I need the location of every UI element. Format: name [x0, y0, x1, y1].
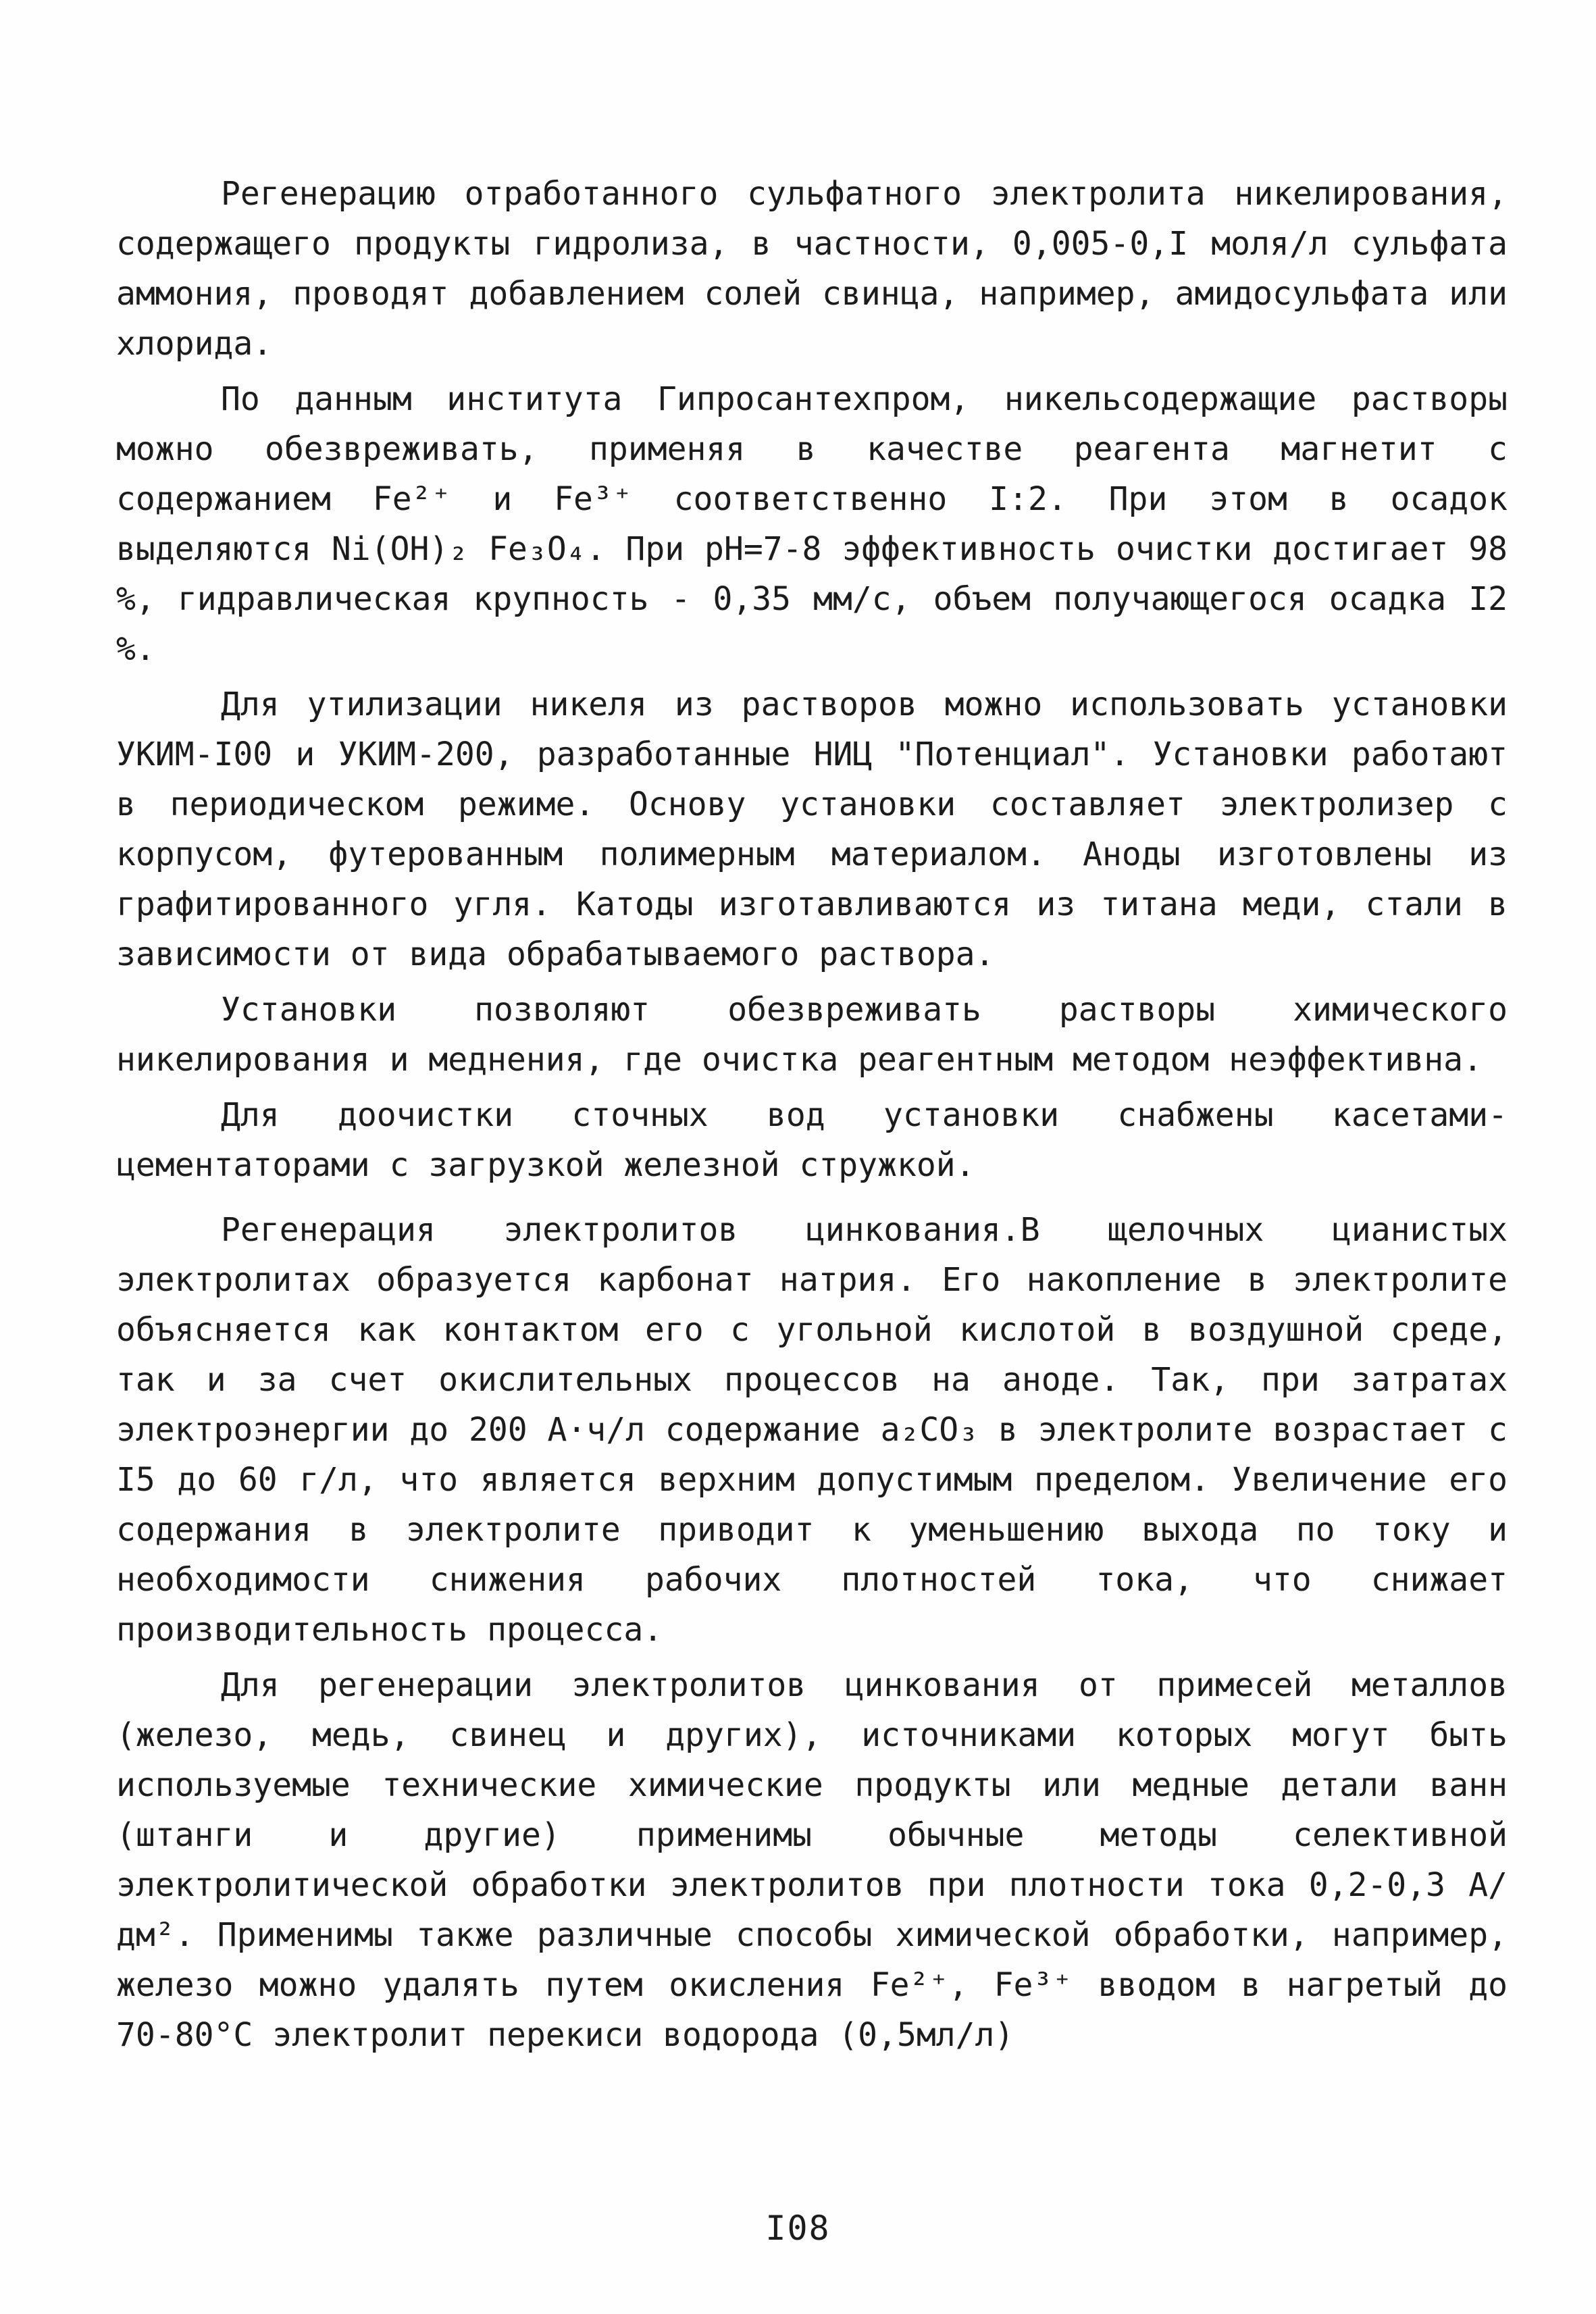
paragraph-ukim-installations: Для утилизации никеля из растворов можно использовать установки УКИМ-I00 и УКИМ-200, разработанные НИЦ "Потенциал". Установки работают в периодическом режиме. Основу установки составляет электролизер с корпусом, футерованным полимерным материалом. Аноды изготовлены из графитированного угля. Катоды изготавливаются из титана меди, стали в зависимости от вида обрабатываемого раствора.	[116, 686, 1508, 973]
paragraph-installations-usage: Установки позволяют обезвреживать растворы химического никелирования и меднения, где очистка реагентным методом неэффективна.	[116, 991, 1508, 1079]
paragraph-post-treatment: Для доочистки сточных вод установки снабжены касетами-цементаторами с загрузкой железной стружкой.	[116, 1096, 1508, 1184]
body-text	[116, 169, 1508, 2060]
paragraph-metal-impurities: Для регенерации электролитов цинкования от примесей металлов (железо, медь, свинец и других), источниками которых могут быть используемые технические химические продукты или медные детали ванн (штанги и другие) применимы обычные методы селективной электролитической обработки электролитов при плотности тока 0,2-0,3 А/дм². Применимы также различные способы химической обработки, например, железо можно удалять путем окисления Fe²⁺, Fe³⁺ вводом в нагретый до 70-80°С электролит перекиси водорода (0,5мл/л)	[116, 1666, 1508, 2054]
paragraph-giprosantekhprom: По данным института Гипросантехпром, никельсодержащие растворы можно обезвреживать, применяя в качестве реагента магнетит с содержанием Fe²⁺ и Fe³⁺ соответственно I:2. При этом в осадок выделяются Ni(OH)₂ Fe₃O₄. При pH=7-8 эффективность очистки достигает 98 %, гидравлическая крупность - 0,35 мм/с, объем получающегося осадка I2 %.	[116, 380, 1508, 668]
paragraph-nickel-regeneration: Регенерацию отработанного сульфатного электролита никелирования, содержащего продукты гидролиза, в частности, 0,005-0,I моля/л сульфата аммония, проводят добавлением солей свинца, например, амидосульфата или хлорида.	[116, 175, 1508, 363]
paragraph-zinc-regeneration: Регенерация электролитов цинкования.В щелочных цианистых электролитах образуется карбонат натрия. Его накопление в электролите объясняется как контактом его с угольной кислотой в воздушной среде, так и за счет окислительных процессов на аноде. Так, при затратах электроэнергии до 200 А·ч/л содержание a₂CO₃ в электролите возрастает с I5 до 60 г/л, что является верхним допустимым пределом. Увеличение его содержания в электролите приводит к уменьшению выхода по току и необходимости снижения рабочих плотностей тока, что снижает производительность процесса.	[116, 1211, 1508, 1649]
page-number: I08	[765, 2209, 831, 2248]
